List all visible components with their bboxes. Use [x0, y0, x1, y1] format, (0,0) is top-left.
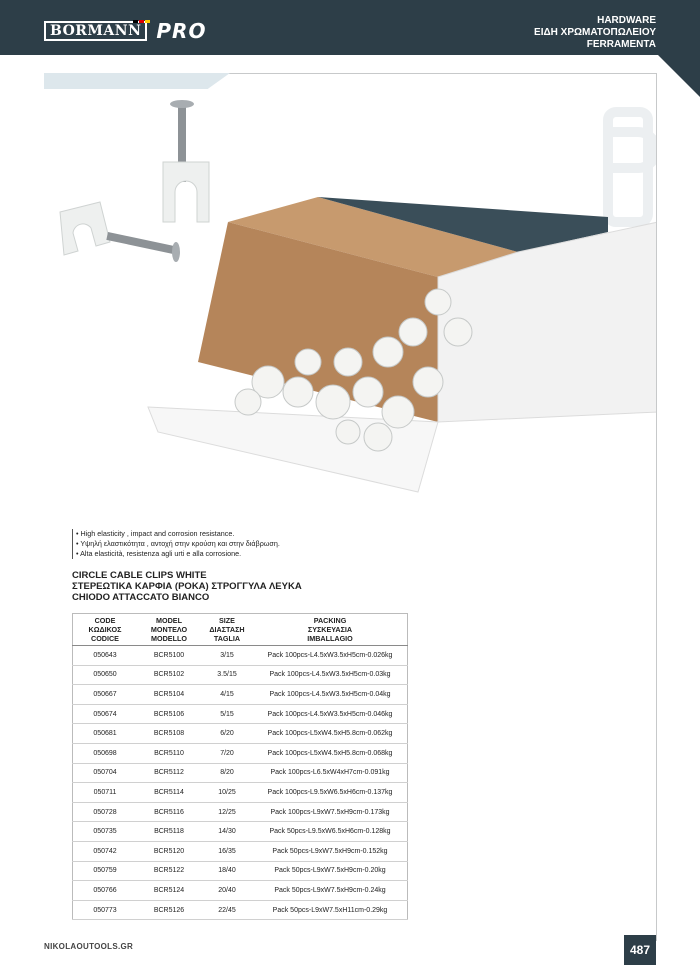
cell-code: 050773 — [73, 900, 138, 920]
cell-model: BCR5102 — [137, 665, 201, 685]
cell-model: BCR5100 — [137, 646, 201, 666]
category-labels — [534, 15, 656, 51]
cell-packing: Pack 50pcs-L9xW7.5xH9cm-0.152kg — [253, 841, 408, 861]
table-row — [73, 646, 408, 666]
cell-packing: Pack 50pcs-L9xW7.5xH9cm-0.20kg — [253, 861, 408, 881]
cell-model: BCR5112 — [137, 763, 201, 783]
title-en: CIRCLE CABLE CLIPS WHITE — [72, 570, 207, 581]
title-gr: ΣΤΕΡΕΩΤΙΚΑ ΚΑΡΦΙΑ (ΡΟΚΑ) ΣΤΡΟΓΓΥΛΑ ΛΕΥΚΑ — [72, 581, 302, 592]
cell-packing: Pack 100pcs-L5xW4.5xH5.8cm-0.062kg — [253, 724, 408, 744]
brand-name: BORMANN — [44, 21, 147, 41]
cell-packing: Pack 100pcs-L9xW7.5xH9cm-0.173kg — [253, 802, 408, 822]
cell-packing: Pack 100pcs-L9.5xW6.5xH6cm-0.137kg — [253, 783, 408, 803]
table-row — [73, 704, 408, 724]
table-row — [73, 665, 408, 685]
cell-packing: Pack 100pcs-L4.5xW3.5xH5cm-0.046kg — [253, 704, 408, 724]
loose-clip-1 — [163, 100, 209, 222]
cell-size: 10/25 — [201, 783, 253, 803]
cell-code: 050698 — [73, 743, 138, 763]
cell-model: BCR5122 — [137, 861, 201, 881]
cell-code: 050674 — [73, 704, 138, 724]
cell-size: 3/15 — [201, 646, 253, 666]
cell-packing: Pack 50pcs-L9xW7.5xH9cm-0.24kg — [253, 881, 408, 901]
cell-size: 5/15 — [201, 704, 253, 724]
cell-model: BCR5108 — [137, 724, 201, 744]
brand-suffix: PRO — [156, 19, 207, 43]
title-it: CHIODO ATTACCATO BIANCO — [72, 592, 210, 603]
cell-code: 050650 — [73, 665, 138, 685]
product-title — [72, 570, 302, 603]
cell-model: BCR5120 — [137, 841, 201, 861]
footer-website: NIKOLAOUTOOLS.GR — [44, 942, 134, 951]
table-row — [73, 881, 408, 901]
category-en: HARDWARE — [597, 15, 656, 26]
table-row — [73, 763, 408, 783]
cell-packing: Pack 50pcs-L9xW7.5xH11cm-0.29kg — [253, 900, 408, 920]
cell-size: 12/25 — [201, 802, 253, 822]
table-row — [73, 900, 408, 920]
page-header — [0, 0, 700, 55]
category-it: FERRAMENTA — [586, 39, 656, 50]
cell-code: 050742 — [73, 841, 138, 861]
cell-code: 050728 — [73, 802, 138, 822]
table-row — [73, 724, 408, 744]
table-header-row — [73, 614, 408, 646]
cell-model: BCR5124 — [137, 881, 201, 901]
cell-packing: Pack 100pcs-L5xW4.5xH5.8cm-0.068kg — [253, 743, 408, 763]
cell-packing: Pack 100pcs-L4.5xW3.5xH5cm-0.03kg — [253, 665, 408, 685]
category-gr: ΕΙΔΗ ΧΡΩΜΑΤΟΠΩΛΕΙΟΥ — [534, 27, 656, 38]
cell-packing: Pack 100pcs-L4.5xW3.5xH5cm-0.04kg — [253, 685, 408, 705]
cell-size: 3.5/15 — [201, 665, 253, 685]
table-row — [73, 802, 408, 822]
spec-table — [72, 613, 408, 920]
cell-size: 20/40 — [201, 881, 253, 901]
header-size: SIZE ΔΙΑΣΤΑΣΗ TAGLIA — [201, 614, 253, 646]
header-code: CODE ΚΩΔΙΚΟΣ CODICE — [73, 614, 138, 646]
table-row — [73, 822, 408, 842]
cell-code: 050667 — [73, 685, 138, 705]
cell-model: BCR5118 — [137, 822, 201, 842]
cell-size: 8/20 — [201, 763, 253, 783]
corner-decoration — [658, 55, 700, 97]
table-row — [73, 783, 408, 803]
cell-model: BCR5106 — [137, 704, 201, 724]
frame-accent — [44, 73, 230, 89]
loose-clip-2 — [60, 202, 180, 262]
cell-size: 6/20 — [201, 724, 253, 744]
table-row — [73, 841, 408, 861]
cell-size: 4/15 — [201, 685, 253, 705]
header-packing: PACKING ΣΥΣΚΕΥΑΣΙΑ IMBALLAGIO — [253, 614, 408, 646]
cell-code: 050681 — [73, 724, 138, 744]
cell-code: 050704 — [73, 763, 138, 783]
cell-size: 7/20 — [201, 743, 253, 763]
cell-code: 050766 — [73, 881, 138, 901]
table-row — [73, 685, 408, 705]
cell-size: 18/40 — [201, 861, 253, 881]
header-model: MODEL ΜΟΝΤΕΛΟ MODELLO — [137, 614, 201, 646]
cell-packing: Pack 100pcs-L4.5xW3.5xH5cm-0.026kg — [253, 646, 408, 666]
cell-packing: Pack 50pcs-L9.5xW6.5xH6cm-0.128kg — [253, 822, 408, 842]
cell-size: 22/45 — [201, 900, 253, 920]
cell-code: 050643 — [73, 646, 138, 666]
cell-model: BCR5116 — [137, 802, 201, 822]
cardboard-box — [148, 197, 656, 492]
cable-clips-box-image — [48, 92, 656, 522]
cell-packing: Pack 100pcs-L6.5xW4xH7cm-0.091kg — [253, 763, 408, 783]
feature-en: • High elasticity , impact and corrosion resistance. — [76, 529, 235, 538]
feature-gr: • Υψηλή ελαστικότητα , αντοχή στην κρούση και στην διάβρωση. — [76, 539, 280, 548]
cell-size: 16/35 — [201, 841, 253, 861]
feature-it: • Alta elasticità, resistenza agli urti e alla corrosione. — [76, 549, 242, 558]
watermark-shape — [608, 112, 656, 222]
cell-code: 050735 — [73, 822, 138, 842]
bormann-pro-logo — [44, 19, 206, 43]
feature-list — [72, 529, 280, 559]
cell-model: BCR5110 — [137, 743, 201, 763]
cell-model: BCR5126 — [137, 900, 201, 920]
page-number: 487 — [624, 935, 656, 965]
cell-model: BCR5104 — [137, 685, 201, 705]
cell-model: BCR5114 — [137, 783, 201, 803]
cell-size: 14/30 — [201, 822, 253, 842]
cell-code: 050711 — [73, 783, 138, 803]
table-row — [73, 743, 408, 763]
table-body — [73, 646, 408, 920]
cell-code: 050759 — [73, 861, 138, 881]
table-row — [73, 861, 408, 881]
flag-icon — [133, 20, 150, 23]
